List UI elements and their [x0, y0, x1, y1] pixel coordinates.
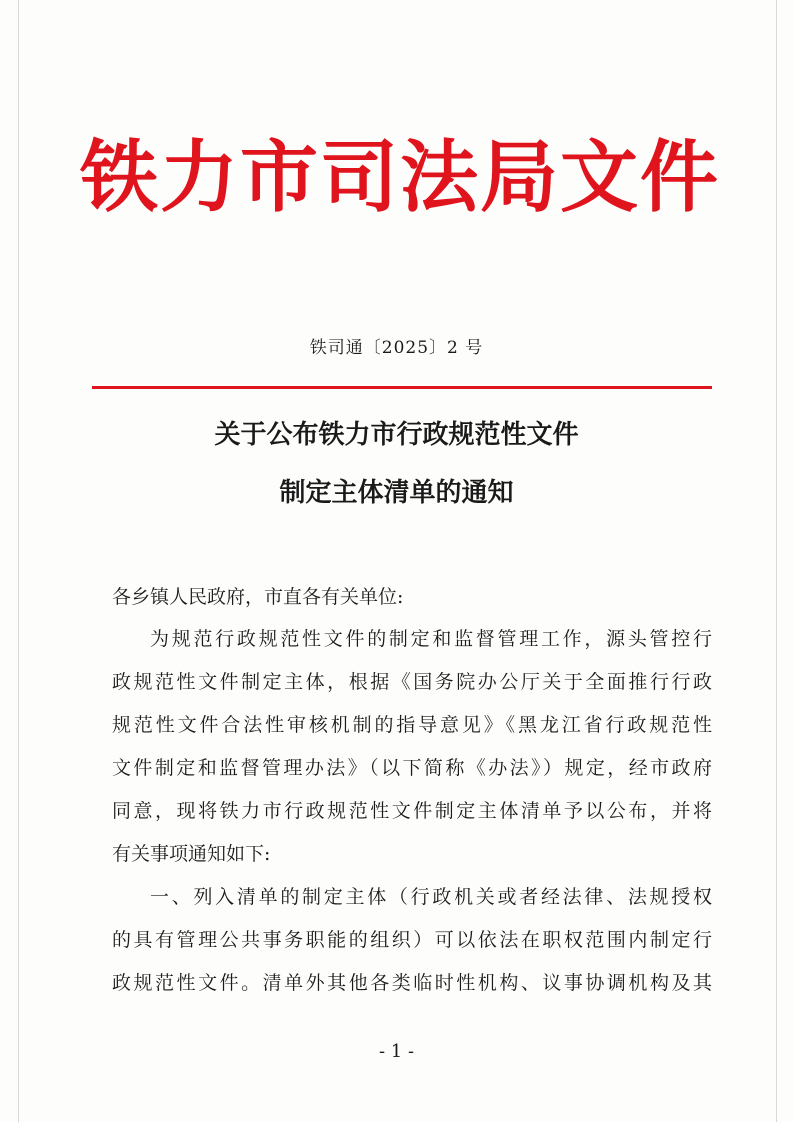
- body-line: 同意，现将铁力市行政规范性文件制定主体清单予以公布，并将: [112, 800, 712, 822]
- notice-title-line-1: 关于公布铁力市行政规范性文件: [214, 420, 579, 450]
- body-line: 一、列入清单的制定主体（行政机关或者经法律、法规授权: [150, 886, 712, 908]
- salutation: 各乡镇人民政府，市直各有关单位:: [112, 586, 404, 608]
- body-line: 政规范性文件。清单外其他各类临时性机构、议事协调机构及其: [112, 972, 712, 994]
- scan-edge-left: [18, 0, 19, 1122]
- notice-title-line-2: 制定主体清单的通知: [279, 478, 514, 508]
- body-line: 政规范性文件制定主体，根据《国务院办公厅关于全面推行行政: [112, 671, 712, 693]
- document-number: 铁司通〔2025〕2 号: [309, 338, 484, 358]
- scan-edge-right: [776, 0, 777, 1122]
- body-line: 的具有管理公共事务职能的组织）可以依法在职权范围内制定行: [112, 929, 712, 951]
- page-number: - 1 -: [378, 1041, 415, 1062]
- document-header-title: 铁力市司法局文件: [79, 132, 720, 223]
- body-line: 为规范行政规范性文件的制定和监督管理工作，源头管控行: [150, 628, 712, 650]
- body-line: 文件制定和监督管理办法》（以下简称《办法》）规定，经市政府: [112, 757, 712, 779]
- body-line: 规范性文件合法性审核机制的指导意见》《黑龙江省行政规范性: [112, 714, 712, 736]
- body-line: 有关事项通知如下:: [112, 843, 271, 865]
- red-separator-rule: [92, 386, 712, 389]
